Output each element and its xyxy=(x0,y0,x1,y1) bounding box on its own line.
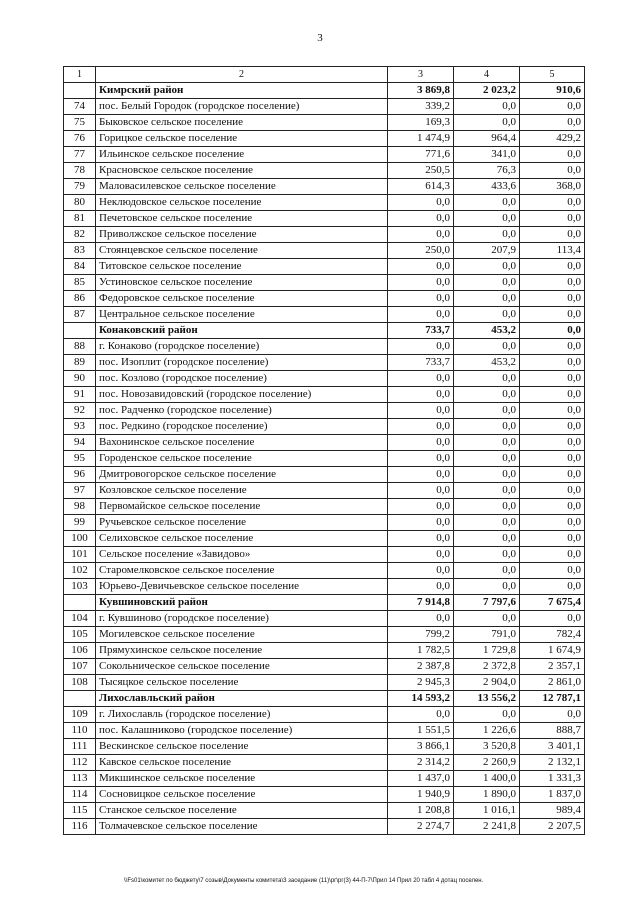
settlement-name: пос. Редкино (городское поселение) xyxy=(96,419,388,435)
value-col-5: 0,0 xyxy=(520,451,585,467)
value-col-4: 0,0 xyxy=(454,435,520,451)
row-number: 103 xyxy=(64,579,96,595)
value-col-3: 2 274,7 xyxy=(388,819,454,835)
table-row xyxy=(64,499,585,515)
settlement-name: Сокольническое сельское поселение xyxy=(96,659,388,675)
value-col-4: 2 372,8 xyxy=(454,659,520,675)
table-row xyxy=(64,371,585,387)
settlement-name: Дмитровогорское сельское поселение xyxy=(96,467,388,483)
value-col-3: 1 437,0 xyxy=(388,771,454,787)
row-number: 95 xyxy=(64,451,96,467)
value-col-4: 791,0 xyxy=(454,627,520,643)
settlement-name: пос. Радченко (городское поселение) xyxy=(96,403,388,419)
value-col-5: 888,7 xyxy=(520,723,585,739)
value-col-4: 13 556,2 xyxy=(454,691,520,707)
settlement-name: Центральное сельское поселение xyxy=(96,307,388,323)
value-col-3: 0,0 xyxy=(388,451,454,467)
district-name: Кувшиновский район xyxy=(96,595,388,611)
value-col-4: 0,0 xyxy=(454,339,520,355)
row-number: 108 xyxy=(64,675,96,691)
value-col-3: 0,0 xyxy=(388,403,454,419)
settlement-name: Горицкое сельское поселение xyxy=(96,131,388,147)
file-path-footer: \\Fs01\комитет по бюджету\7 созыв\Документы комитета\3 заседание (11)\рг\рг(3) 44-П-7\Прил 14 Прил 20 табл 4 дотац поселен. xyxy=(124,878,484,884)
value-col-4: 341,0 xyxy=(454,147,520,163)
row-number: 94 xyxy=(64,435,96,451)
table-row xyxy=(64,419,585,435)
settlement-name: пос. Белый Городок (городское поселение) xyxy=(96,99,388,115)
value-col-5: 2 357,1 xyxy=(520,659,585,675)
value-col-5: 0,0 xyxy=(520,147,585,163)
row-number: 78 xyxy=(64,163,96,179)
row-number: 105 xyxy=(64,627,96,643)
value-col-3: 0,0 xyxy=(388,563,454,579)
value-col-5: 0,0 xyxy=(520,435,585,451)
table-row xyxy=(64,115,585,131)
table-row xyxy=(64,131,585,147)
row-number: 82 xyxy=(64,227,96,243)
table-row xyxy=(64,579,585,595)
value-col-5: 0,0 xyxy=(520,563,585,579)
row-number: 76 xyxy=(64,131,96,147)
settlement-name: Приволжское сельское поселение xyxy=(96,227,388,243)
value-col-3: 614,3 xyxy=(388,179,454,195)
table-row xyxy=(64,211,585,227)
value-col-3: 733,7 xyxy=(388,355,454,371)
value-col-5: 3 401,1 xyxy=(520,739,585,755)
value-col-4: 2 260,9 xyxy=(454,755,520,771)
value-col-5: 910,6 xyxy=(520,83,585,99)
value-col-5: 2 132,1 xyxy=(520,755,585,771)
table-row xyxy=(64,179,585,195)
value-col-4: 0,0 xyxy=(454,307,520,323)
column-header: 3 xyxy=(388,67,454,83)
value-col-3: 0,0 xyxy=(388,211,454,227)
row-number: 93 xyxy=(64,419,96,435)
value-col-4: 0,0 xyxy=(454,467,520,483)
table-row xyxy=(64,707,585,723)
row-number: 77 xyxy=(64,147,96,163)
table-row xyxy=(64,659,585,675)
value-col-3: 771,6 xyxy=(388,147,454,163)
table-row xyxy=(64,483,585,499)
value-col-4: 0,0 xyxy=(454,259,520,275)
value-col-4: 0,0 xyxy=(454,403,520,419)
table-row xyxy=(64,739,585,755)
value-col-4: 1 729,8 xyxy=(454,643,520,659)
value-col-5: 1 674,9 xyxy=(520,643,585,659)
row-number: 102 xyxy=(64,563,96,579)
settlement-name: Козловское сельское поселение xyxy=(96,483,388,499)
row-number: 111 xyxy=(64,739,96,755)
settlement-name: г. Конаково (городское поселение) xyxy=(96,339,388,355)
table-row xyxy=(64,819,585,835)
table-row xyxy=(64,611,585,627)
table-row xyxy=(64,291,585,307)
table-row xyxy=(64,451,585,467)
value-col-4: 1 890,0 xyxy=(454,787,520,803)
settlement-name: пос. Калашниково (городское поселение) xyxy=(96,723,388,739)
value-col-4: 0,0 xyxy=(454,115,520,131)
row-number: 100 xyxy=(64,531,96,547)
value-col-3: 0,0 xyxy=(388,291,454,307)
value-col-4: 1 016,1 xyxy=(454,803,520,819)
settlement-name: пос. Новозавидовский (городское поселение) xyxy=(96,387,388,403)
table-row xyxy=(64,163,585,179)
value-col-3: 2 314,2 xyxy=(388,755,454,771)
value-col-5: 0,0 xyxy=(520,115,585,131)
district-name: Лихославльский район xyxy=(96,691,388,707)
value-col-5: 0,0 xyxy=(520,259,585,275)
settlement-name: Станское сельское поселение xyxy=(96,803,388,819)
value-col-3: 0,0 xyxy=(388,259,454,275)
table-row xyxy=(64,627,585,643)
row-number: 99 xyxy=(64,515,96,531)
value-col-3: 3 869,8 xyxy=(388,83,454,99)
value-col-5: 368,0 xyxy=(520,179,585,195)
value-col-5: 429,2 xyxy=(520,131,585,147)
value-col-5: 0,0 xyxy=(520,339,585,355)
row-number: 79 xyxy=(64,179,96,195)
table-row xyxy=(64,243,585,259)
value-col-3: 1 474,9 xyxy=(388,131,454,147)
table-row xyxy=(64,387,585,403)
value-col-3: 1 940,9 xyxy=(388,787,454,803)
settlement-name: Вахонинское сельское поселение xyxy=(96,435,388,451)
allocation-table xyxy=(63,66,585,835)
column-header: 2 xyxy=(96,67,388,83)
table-row xyxy=(64,515,585,531)
value-col-4: 2 241,8 xyxy=(454,819,520,835)
row-number: 92 xyxy=(64,403,96,419)
value-col-5: 989,4 xyxy=(520,803,585,819)
table-row xyxy=(64,227,585,243)
value-col-5: 7 675,4 xyxy=(520,595,585,611)
table-row xyxy=(64,547,585,563)
settlement-name: Микшинское сельское поселение xyxy=(96,771,388,787)
settlement-name: Кавское сельское поселение xyxy=(96,755,388,771)
value-col-4: 0,0 xyxy=(454,483,520,499)
value-col-4: 207,9 xyxy=(454,243,520,259)
value-col-4: 0,0 xyxy=(454,99,520,115)
value-col-3: 0,0 xyxy=(388,707,454,723)
row-number: 98 xyxy=(64,499,96,515)
settlement-name: Быковское сельское поселение xyxy=(96,115,388,131)
row-number: 74 xyxy=(64,99,96,115)
value-col-4: 0,0 xyxy=(454,195,520,211)
table-row xyxy=(64,403,585,419)
table-row xyxy=(64,467,585,483)
value-col-3: 0,0 xyxy=(388,531,454,547)
table-row xyxy=(64,195,585,211)
value-col-3: 3 866,1 xyxy=(388,739,454,755)
value-col-3: 1 208,8 xyxy=(388,803,454,819)
value-col-4: 0,0 xyxy=(454,531,520,547)
value-col-5: 0,0 xyxy=(520,291,585,307)
settlement-name: Федоровское сельское поселение xyxy=(96,291,388,307)
value-col-5: 0,0 xyxy=(520,99,585,115)
value-col-4: 453,2 xyxy=(454,355,520,371)
table-row xyxy=(64,355,585,371)
settlement-name: Ручьевское сельское поселение xyxy=(96,515,388,531)
table-row xyxy=(64,803,585,819)
row-number: 80 xyxy=(64,195,96,211)
value-col-5: 0,0 xyxy=(520,579,585,595)
settlement-name: г. Кувшиново (городское поселение) xyxy=(96,611,388,627)
value-col-4: 0,0 xyxy=(454,419,520,435)
column-header: 1 xyxy=(64,67,96,83)
row-number: 110 xyxy=(64,723,96,739)
district-row xyxy=(64,323,585,339)
value-col-4: 0,0 xyxy=(454,451,520,467)
table-row xyxy=(64,531,585,547)
settlement-name: г. Лихославль (городское поселение) xyxy=(96,707,388,723)
settlement-name: Сельское поселение «Завидово» xyxy=(96,547,388,563)
value-col-3: 2 945,3 xyxy=(388,675,454,691)
value-col-5: 0,0 xyxy=(520,227,585,243)
row-number: 106 xyxy=(64,643,96,659)
row-number: 96 xyxy=(64,467,96,483)
row-number: 90 xyxy=(64,371,96,387)
value-col-3: 733,7 xyxy=(388,323,454,339)
row-number xyxy=(64,83,96,99)
settlement-name: Вескинское сельское поселение xyxy=(96,739,388,755)
row-number: 109 xyxy=(64,707,96,723)
value-col-5: 1 837,0 xyxy=(520,787,585,803)
table-row xyxy=(64,307,585,323)
value-col-4: 2 904,0 xyxy=(454,675,520,691)
value-col-5: 1 331,3 xyxy=(520,771,585,787)
value-col-3: 0,0 xyxy=(388,579,454,595)
value-col-3: 1 782,5 xyxy=(388,643,454,659)
settlement-name: Городенское сельское поселение xyxy=(96,451,388,467)
value-col-3: 2 387,8 xyxy=(388,659,454,675)
value-col-3: 169,3 xyxy=(388,115,454,131)
value-col-5: 0,0 xyxy=(520,611,585,627)
value-col-5: 0,0 xyxy=(520,467,585,483)
value-col-5: 0,0 xyxy=(520,355,585,371)
column-header: 5 xyxy=(520,67,585,83)
value-col-3: 0,0 xyxy=(388,611,454,627)
value-col-5: 0,0 xyxy=(520,323,585,339)
table-row xyxy=(64,275,585,291)
value-col-3: 0,0 xyxy=(388,435,454,451)
settlement-name: Тысяцкое сельское поселение xyxy=(96,675,388,691)
value-col-5: 0,0 xyxy=(520,531,585,547)
value-col-3: 0,0 xyxy=(388,195,454,211)
row-number: 113 xyxy=(64,771,96,787)
value-col-4: 453,2 xyxy=(454,323,520,339)
settlement-name: Селиховское сельское поселение xyxy=(96,531,388,547)
value-col-4: 0,0 xyxy=(454,275,520,291)
value-col-4: 964,4 xyxy=(454,131,520,147)
value-col-3: 14 593,2 xyxy=(388,691,454,707)
table-row xyxy=(64,339,585,355)
value-col-5: 0,0 xyxy=(520,163,585,179)
value-col-5: 782,4 xyxy=(520,627,585,643)
row-number: 112 xyxy=(64,755,96,771)
value-col-3: 0,0 xyxy=(388,339,454,355)
value-col-3: 0,0 xyxy=(388,371,454,387)
row-number: 114 xyxy=(64,787,96,803)
column-header: 4 xyxy=(454,67,520,83)
settlement-name: Устиновское сельское поселение xyxy=(96,275,388,291)
value-col-5: 0,0 xyxy=(520,483,585,499)
value-col-3: 250,0 xyxy=(388,243,454,259)
value-col-4: 1 226,6 xyxy=(454,723,520,739)
value-col-3: 0,0 xyxy=(388,419,454,435)
value-col-3: 0,0 xyxy=(388,275,454,291)
settlement-name: Сосновицкое сельское поселение xyxy=(96,787,388,803)
value-col-4: 0,0 xyxy=(454,547,520,563)
table-row xyxy=(64,147,585,163)
settlement-name: Неклюдовское сельское поселение xyxy=(96,195,388,211)
row-number: 86 xyxy=(64,291,96,307)
row-number xyxy=(64,595,96,611)
value-col-4: 0,0 xyxy=(454,515,520,531)
value-col-3: 0,0 xyxy=(388,467,454,483)
row-number xyxy=(64,691,96,707)
value-col-3: 250,5 xyxy=(388,163,454,179)
settlement-name: Печетовское сельское поселение xyxy=(96,211,388,227)
settlement-name: Титовское сельское поселение xyxy=(96,259,388,275)
settlement-name: Красновское сельское поселение xyxy=(96,163,388,179)
value-col-3: 339,2 xyxy=(388,99,454,115)
settlement-name: Старомелковское сельское поселение xyxy=(96,563,388,579)
row-number: 91 xyxy=(64,387,96,403)
value-col-4: 0,0 xyxy=(454,371,520,387)
value-col-4: 0,0 xyxy=(454,499,520,515)
row-number: 116 xyxy=(64,819,96,835)
settlement-name: пос. Козлово (городское поселение) xyxy=(96,371,388,387)
value-col-5: 0,0 xyxy=(520,387,585,403)
district-row xyxy=(64,83,585,99)
value-col-5: 0,0 xyxy=(520,515,585,531)
value-col-3: 0,0 xyxy=(388,307,454,323)
value-col-3: 7 914,8 xyxy=(388,595,454,611)
table-row xyxy=(64,259,585,275)
value-col-4: 1 400,0 xyxy=(454,771,520,787)
row-number: 75 xyxy=(64,115,96,131)
row-number: 81 xyxy=(64,211,96,227)
row-number: 88 xyxy=(64,339,96,355)
row-number xyxy=(64,323,96,339)
value-col-5: 0,0 xyxy=(520,499,585,515)
value-col-5: 113,4 xyxy=(520,243,585,259)
value-col-3: 0,0 xyxy=(388,515,454,531)
value-col-4: 0,0 xyxy=(454,291,520,307)
table-row xyxy=(64,99,585,115)
table-row xyxy=(64,563,585,579)
value-col-4: 0,0 xyxy=(454,579,520,595)
value-col-5: 0,0 xyxy=(520,195,585,211)
page-number: 3 xyxy=(317,32,323,44)
settlement-name: Первомайское сельское поселение xyxy=(96,499,388,515)
value-col-4: 0,0 xyxy=(454,563,520,579)
value-col-5: 0,0 xyxy=(520,211,585,227)
settlement-name: Толмачевское сельское поселение xyxy=(96,819,388,835)
value-col-5: 2 207,5 xyxy=(520,819,585,835)
value-col-3: 0,0 xyxy=(388,227,454,243)
settlement-name: Ильинское сельское поселение xyxy=(96,147,388,163)
table-row xyxy=(64,723,585,739)
value-col-4: 0,0 xyxy=(454,707,520,723)
table-row xyxy=(64,755,585,771)
district-row xyxy=(64,595,585,611)
row-number: 83 xyxy=(64,243,96,259)
value-col-4: 76,3 xyxy=(454,163,520,179)
value-col-3: 0,0 xyxy=(388,483,454,499)
value-col-5: 0,0 xyxy=(520,371,585,387)
settlement-name: Прямухинское сельское поселение xyxy=(96,643,388,659)
district-row xyxy=(64,691,585,707)
table-row xyxy=(64,771,585,787)
table-row xyxy=(64,435,585,451)
table-row xyxy=(64,787,585,803)
settlement-name: Маловасилевское сельское поселение xyxy=(96,179,388,195)
row-number: 107 xyxy=(64,659,96,675)
value-col-3: 1 551,5 xyxy=(388,723,454,739)
table-row xyxy=(64,643,585,659)
value-col-5: 12 787,1 xyxy=(520,691,585,707)
district-name: Кимрский район xyxy=(96,83,388,99)
value-col-3: 0,0 xyxy=(388,387,454,403)
value-col-5: 0,0 xyxy=(520,419,585,435)
value-col-4: 3 520,8 xyxy=(454,739,520,755)
district-name: Конаковский район xyxy=(96,323,388,339)
value-col-4: 2 023,2 xyxy=(454,83,520,99)
row-number: 87 xyxy=(64,307,96,323)
value-col-4: 433,6 xyxy=(454,179,520,195)
settlement-name: Стоянцевское сельское поселение xyxy=(96,243,388,259)
value-col-4: 7 797,6 xyxy=(454,595,520,611)
settlement-name: Юрьево-Девичьевское сельское поселение xyxy=(96,579,388,595)
row-number: 115 xyxy=(64,803,96,819)
value-col-5: 0,0 xyxy=(520,707,585,723)
row-number: 104 xyxy=(64,611,96,627)
value-col-5: 2 861,0 xyxy=(520,675,585,691)
value-col-5: 0,0 xyxy=(520,275,585,291)
settlement-name: пос. Изоплит (городское поселение) xyxy=(96,355,388,371)
column-header-row xyxy=(64,67,585,83)
value-col-4: 0,0 xyxy=(454,387,520,403)
value-col-3: 0,0 xyxy=(388,547,454,563)
value-col-3: 799,2 xyxy=(388,627,454,643)
row-number: 84 xyxy=(64,259,96,275)
value-col-4: 0,0 xyxy=(454,611,520,627)
value-col-4: 0,0 xyxy=(454,211,520,227)
row-number: 85 xyxy=(64,275,96,291)
value-col-5: 0,0 xyxy=(520,403,585,419)
value-col-4: 0,0 xyxy=(454,227,520,243)
settlement-name: Могилевское сельское поселение xyxy=(96,627,388,643)
row-number: 89 xyxy=(64,355,96,371)
table-row xyxy=(64,675,585,691)
value-col-5: 0,0 xyxy=(520,547,585,563)
value-col-3: 0,0 xyxy=(388,499,454,515)
row-number: 101 xyxy=(64,547,96,563)
value-col-5: 0,0 xyxy=(520,307,585,323)
table-body xyxy=(64,67,585,835)
row-number: 97 xyxy=(64,483,96,499)
